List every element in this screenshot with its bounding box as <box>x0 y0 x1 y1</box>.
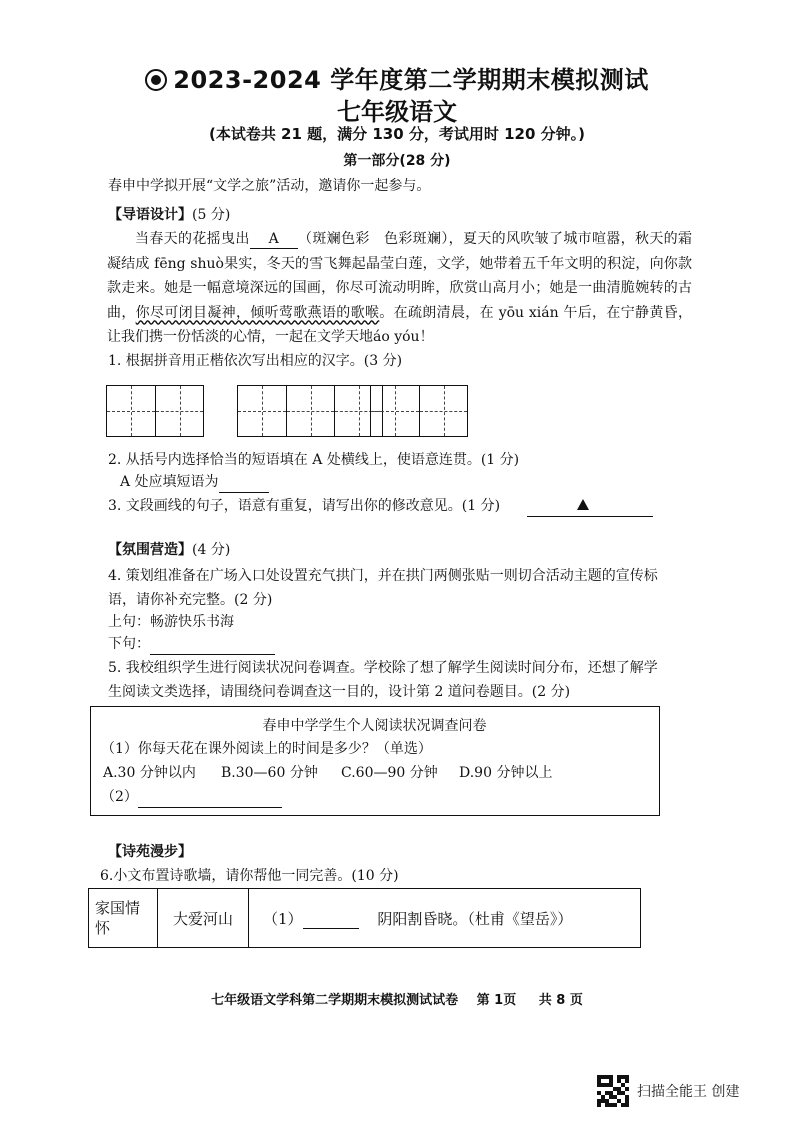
writing-cell[interactable] <box>371 386 419 436</box>
slogan-lower: 下句： <box>108 634 275 655</box>
part-heading: 第一部分(28 分) <box>343 153 451 169</box>
exam-subtitle: 七年级语文 <box>337 98 457 126</box>
question-2-answer: A 处应填短语为 <box>120 472 269 493</box>
writing-cell[interactable] <box>155 386 203 436</box>
question-6: 6.小文布置诗歌墙，请你帮他一同完善。(10 分) <box>100 868 399 884</box>
survey-title: 春申中学学生个人阅读状况调查问卷 <box>262 718 487 734</box>
writing-cell[interactable] <box>286 386 334 436</box>
survey-option-d: D.90 分钟以上 <box>459 765 553 781</box>
poem-line: （1） 阴阳割昏晓。（杜甫《望岳》） <box>249 889 641 948</box>
question-2: 2. 从括号内选择恰当的短语填在 A 处横线上，使语意连贯。(1 分) <box>108 452 520 468</box>
survey-question-1: （1）你每天花在课外阅读上的时间是多少？（单选） <box>101 741 432 757</box>
question-3: 3. 文段画线的句子，语意有重复，请写出你的修改意见。(1 分) <box>108 496 653 517</box>
section-daoyu-heading: 【导语设计】(5 分) <box>108 207 231 223</box>
answer-blank[interactable] <box>527 496 653 517</box>
poem-table <box>88 888 641 948</box>
section-shiyuan-heading: 【诗苑漫步】 <box>108 844 192 860</box>
blank-a[interactable]: A <box>250 231 298 249</box>
intro-text: 春申中学拟开展“文学之旅”活动，邀请你一起参与。 <box>108 178 431 194</box>
daoyu-paragraph: 当春天的花摇曳出 A （斑斓色彩 色彩斑斓），夏天的风吹皱了城市喧嚣，秋天的霜凝结成 fēng shuò果实，冬天的雪飞舞起晶莹白莲，文学，她带着五千年文明的积淀，向你款款走来。她是一幅意境深远的国画，你尽可流动明眸，欣赏山高月小；她是一曲清脆婉转的古曲，你尽可闭目凝神，倾听莺歌燕语的歌喉。在疏朗清晨，在 yōu xián 午后，在宁静黄昏，让我们携一份恬淡的心情，一起在文学天地áo yóu！ <box>107 231 693 345</box>
poem-category: 家国情怀 <box>89 889 158 948</box>
slogan-upper: 上句：畅游快乐书海 <box>108 614 234 630</box>
survey-option-b: B.30—60 分钟 <box>221 765 318 781</box>
answer-blank[interactable] <box>138 787 282 808</box>
survey-option-a: A.30 分钟以内 <box>103 765 196 781</box>
question-1: 1. 根据拼音用正楷依次写出相应的汉字。(3 分) <box>108 353 403 369</box>
survey-box <box>90 706 660 816</box>
underlined-sentence: 你尽可闭目凝神，倾听莺歌燕语的歌喉 <box>135 304 380 321</box>
exam-title: 2023-2024 学年度第二学期期末模拟测试 <box>0 60 794 95</box>
question-5-line2: 生阅读文类选择，请围绕问卷调查这一目的，设计第 2 道问卷题目。(2 分) <box>108 684 571 700</box>
triangle-mark-icon <box>577 499 589 510</box>
pinyin-box-group-3 <box>370 385 468 437</box>
pinyin-box-group-2 <box>237 385 383 437</box>
survey-question-2: （2） <box>101 787 282 808</box>
writing-cell[interactable] <box>419 386 467 436</box>
question-5-line1: 5. 我校组织学生进行阅读状况问卷调查。学校除了想了解学生阅读时间分布，还想了解学 <box>108 660 658 676</box>
pinyin-box-group-1 <box>106 385 204 437</box>
page-footer: 七年级语文学科第二学期期末模拟测试试卷 第 1页 共 8 页 <box>211 993 583 1008</box>
answer-blank[interactable] <box>150 634 275 655</box>
scanner-watermark: 扫描全能王 创建 <box>597 1075 739 1107</box>
survey-option-c: C.60—90 分钟 <box>341 765 438 781</box>
writing-cell[interactable] <box>238 386 286 436</box>
exam-note: (本试卷共 21 题，满分 130 分，考试用时 120 分钟。) <box>208 125 586 143</box>
writing-cell[interactable] <box>107 386 155 436</box>
school-logo-icon <box>145 69 167 91</box>
question-4-line1: 4. 策划组准备在广场入口处设置充气拱门，并在拱门两侧张贴一则切合活动主题的宣传标 <box>108 568 658 584</box>
section-fenwei-heading: 【氛围营造】(4 分) <box>108 542 231 558</box>
answer-blank[interactable] <box>219 472 269 493</box>
question-4-line2: 语，请你补充完整。(2 分) <box>108 592 273 608</box>
poem-theme: 大爱河山 <box>158 889 249 948</box>
qr-code-icon <box>597 1075 629 1107</box>
answer-blank[interactable] <box>303 910 359 929</box>
